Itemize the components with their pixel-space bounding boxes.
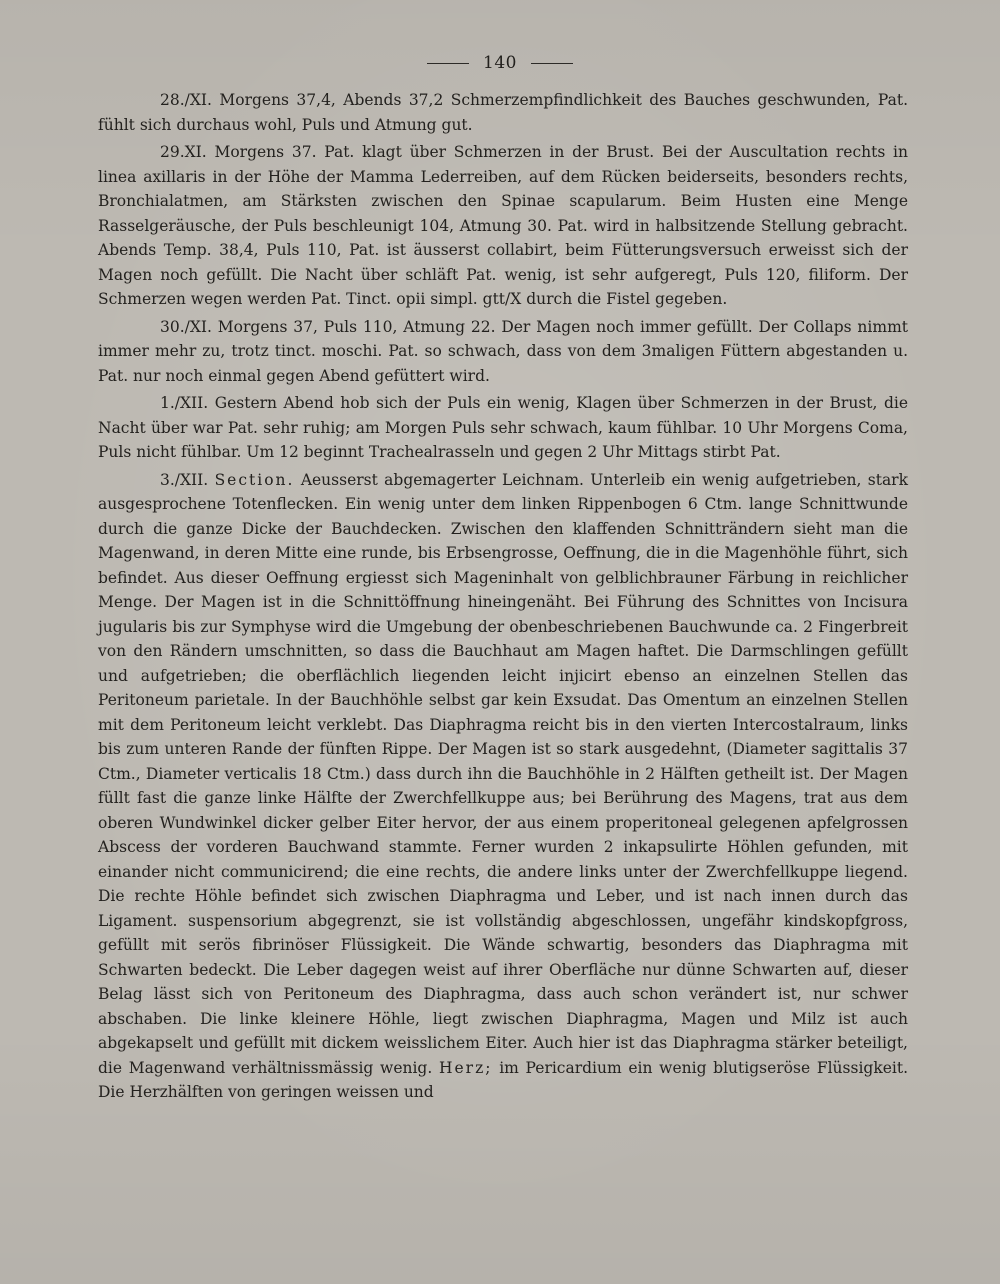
paragraph-3-xii: [98, 468, 908, 1105]
page-number: 140: [483, 53, 517, 73]
paragraph-30-xi: 30./XI. Morgens 37, Puls 110, Atmung 22. Der Magen noch immer gefüllt. Der Collaps nimmt immer mehr zu, trotz tinct. moschi. Pat. so schwach, dass von dem 3maligen Füttern abgestanden u. Pat. nur noch einmal gegen Abend gefüttert wird.: [98, 317, 908, 385]
section-tail: im Pericardium ein wenig blutigseröse Flüssigkeit. Die Herzhälften von geringen weissen und: [98, 1058, 908, 1101]
herz-heading: Herz;: [438, 1058, 493, 1077]
paragraph-1-xii: 1./XII. Gestern Abend hob sich der Puls ein wenig, Klagen über Schmerzen in der Brust, die Nacht über war Pat. sehr ruhig; am Morgen Puls sehr schwach, kaum fühlbar. 10 Uhr Morgens Coma, Puls nicht fühlbar. Um 12 beginnt Trachealrasseln und gegen 2 Uhr Mittags stirbt Pat.: [98, 394, 908, 461]
paragraph-28-xi: 28./XI. Morgens 37,4, Abends 37,2 Schmerzempfindlichkeit des Bauches geschwunden, Pat. fühlt sich durchaus wohl, Puls und Atmung gut.: [98, 91, 908, 134]
body-text: [98, 88, 908, 1108]
section-text: Aeusserst abgemagerter Leichnam. Unterleib ein wenig aufgetrieben, stark ausgesprochene Totenflecken. Ein wenig unter dem linken Rippenbogen 6 Ctm. lange Schnittwunde durch die ganze Dicke der Bauchdecken. Zwischen den klaffenden Schnitträndern sieht man die Magenwand, in deren Mitte eine runde, bis Erbsengrosse, Oeffnung, die in die Magenhöhle führt, sich befindet. Aus dieser Oeffnung ergiesst sich Mageninhalt von gelblichbrauner Färbung in reichlicher Menge. Der Magen ist in die Schnittöffnung hineingenäht. Bei Führung des Schnittes von Incisura jugularis bis zur Symphyse wird die Umgebung der obenbeschriebenen Bauchwunde ca. 2 Fingerbreit von den Rändern umschnitten, so dass die Bauchhaut am Magen haftet. Die Darmschlingen gefüllt und aufgetrieben; die oberflächlich liegenden leicht injicirt ebenso an einzelnen Stellen das Peritoneum parietale. In der Bauchhöhle selbst gar kein Exsudat. Das Omentum an einzelnen Stellen mit dem Peritoneum leicht verklebt. Das Diaphragma reicht bis in den vierten Intercostalraum, links bis zum unteren Rande der fünften Rippe. Der Magen ist so stark ausgedehnt, (Diameter sagittalis 37 Ctm., Diameter verticalis 18 Ctm.) dass durch ihn die Bauchhöhle in 2 Hälften getheilt ist. Der Magen füllt fast die ganze linke Hälfte der Zwerchfellkuppe aus; bei Berührung des Magens, trat aus dem oberen Wundwinkel dicker gelber Eiter hervor, der aus einem properitoneal gelegenen apfelgrossen Abscess der vorderen Bauchwand stammte. Ferner wurden 2 inkapsulirte Höhlen gefunden, mit einander nicht communicirend; die eine rechts, die andere links unter der Zwerchfellkuppe liegend. Die rechte Höhle befindet sich zwischen Diaphragma und Leber, und ist nach innen durch das Ligament. suspensorium abgegrenzt, sie ist vollständig abgeschlossen, ungefähr kindskopfgross, gefüllt mit serös fibrinöser Flüssigkeit. Die Wände schwartig, besonders das Diaphragma mit Schwarten bedeckt. Die Leber dagegen weist auf ihrer Oberfläche nur dünne Schwarten auf, dieser Belag lässt sich von Peritoneum des Diaphragma, dass auch schon verändert ist, nur schwer abschaben. Die linke kleinere Höhle, liegt zwischen Diaphragma, Magen und Milz ist auch abgekapselt und gefüllt mit dickem weisslichem Eiter. Auch hier ist das Diaphragma stärker beteiligt, die Magenwand verhältnissmässig wenig.: [98, 470, 908, 1077]
section-heading: Section.: [214, 470, 295, 489]
page-header: [0, 50, 1000, 76]
header-rule-left: [427, 63, 469, 64]
paragraph-29-xi: 29.XI. Morgens 37. Pat. klagt über Schmerzen in der Brust. Bei der Auscultation rechts in linea axillaris in der Höhe der Mamma Lederreiben, auf dem Rücken beiderseits, besonders rechts, Bronchialatmen, am Stärksten zwischen den Spinae scapularum. Beim Husten eine Menge Rasselgeräusche, der Puls beschleunigt 104, Atmung 30. Pat. wird in halbsitzende Stellung gebracht. Abends Temp. 38,4, Puls 110, Pat. ist äusserst collabirt, beim Fütterungsversuch erweisst sich der Magen noch gefüllt. Die Nacht über schläft Pat. wenig, ist sehr aufgeregt, Puls 120, filiform. Der Schmerzen wegen werden Pat. Tinct. opii simpl. gtt/X durch die Fistel gegeben.: [98, 143, 908, 308]
header-rule-right: [531, 63, 573, 64]
paragraph-date: 3./XII.: [160, 470, 209, 489]
